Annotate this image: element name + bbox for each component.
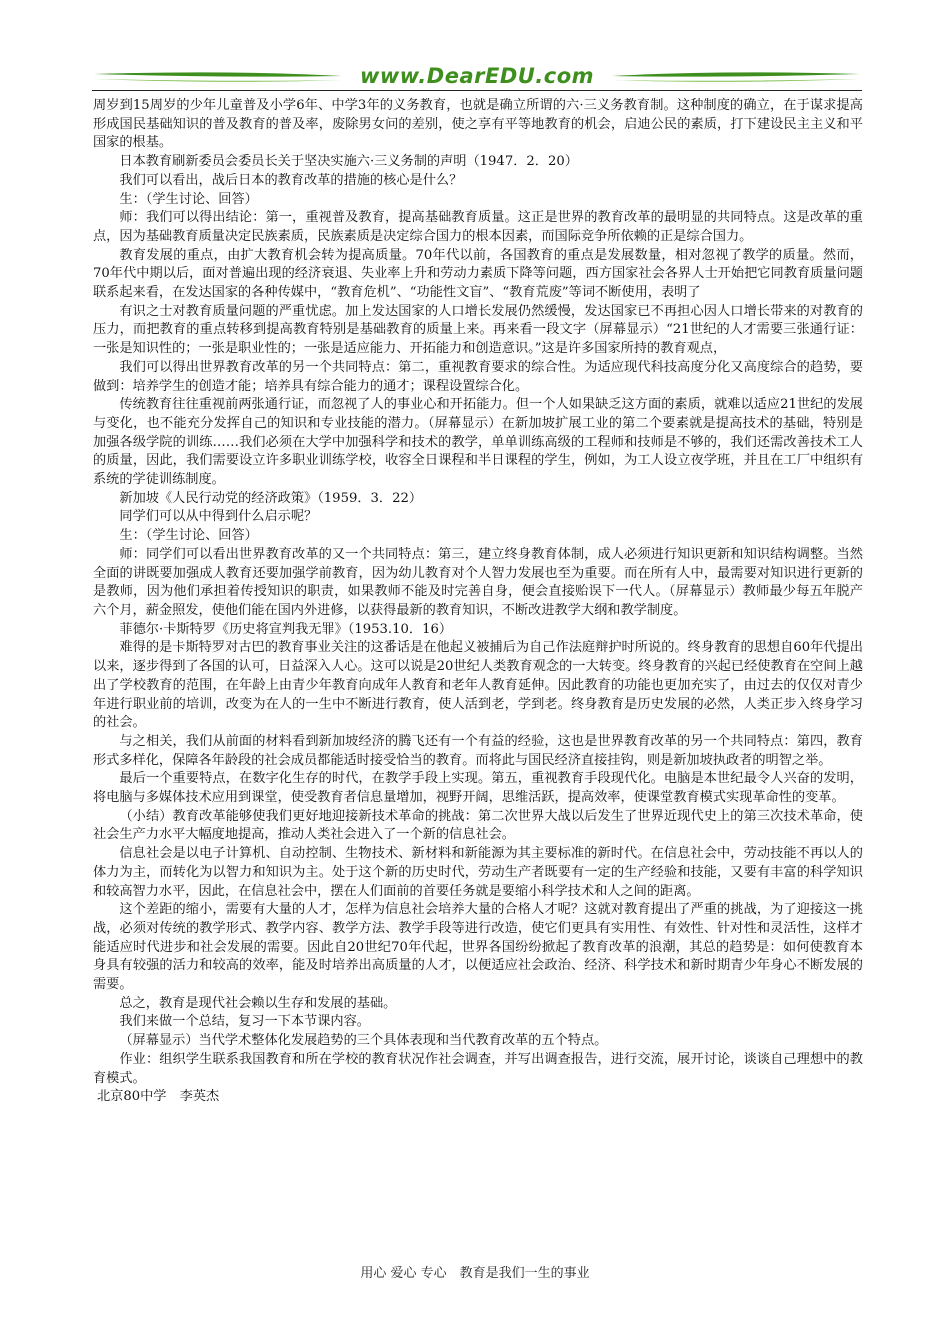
- paragraph: 我们来做一个总结，复习一下本节课内容。: [119, 1014, 370, 1030]
- paragraph: （小结）教育改革能够使我们更好地迎接新技术革命的挑战：第二次世界大战以后发生了世界近现代史上的第三次技术革命，使社会生产力水平大幅度地提高，推动人类社会进入了一个新的信息社会。: [93, 808, 863, 843]
- paragraph: 难得的是卡斯特罗对古巴的教育事业关注的这番话是在他起义被捕后为自己作法庭辩护时所说的。终身教育的思想自60年代提出以来，逐步得到了各国的认可，日益深入人心。这可以说是20世纪人类教育观念的一大转变。终身教育的兴起已经使教育在空间上越出了学校教育的范围，在年龄上由青少年教育向成年人教育和老年人教育延伸。因此教育的功能也更加充实了，由过去的仅仅对青少年进行职业前的培训，改变为在人的一生中不断进行教育，使人活到老，学到老。终身教育是历史发展的必然，人类正步入终身学习的社会。: [93, 640, 863, 731]
- paragraph: 我们可以看出，战后日本的教育改革的措施的核心是什么？: [119, 172, 463, 188]
- paragraph: 总之，教育是现代社会赖以生存和发展的基础。: [119, 995, 397, 1011]
- paragraph: 师：同学们可以看出世界教育改革的又一个共同特点：第三，建立终身教育体制，成人必须进行知识更新和知识结构调整。当然全面的讲既要加强成人教育还要加强学前教育，因为幼儿教育对个人智力发展也至为重要。而在所有人中，最需要对知识进行更新的是教师，因为他们承担着传授知识的职责，如果教师不能及时完善自身，便会直接贻误下一代人。（屏幕显示）教师最少每五年脱产六个月，薪金照发，使他们能在国内外进修，以获得最新的教育知识，不断改进教学大纲和教学制度。: [93, 546, 863, 618]
- paragraph: 传统教育往往重视前两张通行证，而忽视了人的事业心和开拓能力。但一个人如果缺乏这方面的素质，就难以适应21世纪的发展与变化，也不能充分发挥自己的知识和专业技能的潜力。（屏幕显示）在新加坡扩展工业的第二个要素就是提高技术的基础，特别是加强各级学院的训练……我们必须在大学中加强科学和技术的教学，单单训练高级的工程师和技师是不够的，我们还需改善技术工人的质量，因此，我们需要设立许多职业训练学校，收容全日课程和半日课程的学生，例如，为工人设立夜学班，并且在工厂中组织有系统的学徒训练制度。: [93, 397, 863, 488]
- site-logo[interactable]: www.DearEDU.com: [359, 64, 595, 88]
- paragraph: 有识之士对教育质量问题的严重忧虑。加上发达国家的人口增长发展仍然缓慢，发达国家已不再担心因人口增长带来的对教育的压力，而把教育的重点转移到提高教育特别是基础教育的质量上来。再来看一段文字（屏幕显示）“21世纪的人才需要三张通行证：一张是知识性的；一张是职业性的；一张是适应能力、开拓能力和创造意识。”这是许多国家所持的教育观点，: [93, 303, 863, 357]
- paragraph: 最后一个重要特点，在数字化生存的时代，在教学手段上实现。第五，重视教育手段现代化。电脑是本世纪最令人兴奋的发明，将电脑与多媒体技术应用到课堂，使受教育者信息量增加，视野开阔，思维活跃，提高效率，使课堂教育模式实现革命性的变革。: [93, 771, 863, 806]
- page-footer: 用心 爱心 专心 教育是我们一生的事业: [360, 1266, 590, 1281]
- paragraph: 作业：组织学生联系我国教育和所在学校的教育状况作社会调查，并写出调查报告，进行交流，展开讨论，谈谈自己理想中的教育模式。: [93, 1051, 863, 1086]
- paragraph: 新加坡《人民行动党的经济政策》（1959．3．22）: [119, 490, 423, 506]
- paragraph: 日本教育刷新委员会委员长关于坚决实施六·三义务制的声明（1947．2．20）: [119, 154, 578, 170]
- paragraph: 这个差距的缩小，需要有大量的人才，怎样为信息社会培养大量的合格人才呢？这就对教育提出了严重的挑战，为了迎接这一挑战，必须对传统的教学形式、教学内容、教学方法、教学手段等进行改造，使它们更具有实用性、有效性、针对性和灵活性，这样才能适应时代进步和社会发展的需要。因此自20世纪70年代起，世界各国纷纷掀起了教育改革的浪潮，其总的趋势是：如何使教育本身具有较强的活力和较高的效率，能及时培养出高质量的人才，以便适应社会政治、经济、科学技术和新时期青少年身心不断发展的需要。: [93, 902, 863, 993]
- paragraph: 信息社会是以电子计算机、自动控制、生物技术、新材料和新能源为其主要标准的新时代。在信息社会中，劳动技能不再以人的体力为主，而转化为以智力和知识为主。处于这个新的历史时代，劳动生产者既要有一定的生产经验和技能，又要有丰富的科学知识和较高智力水平，因此，在信息社会中，摆在人们面前的首要任务就是要缩小科学技术和人之间的距离。: [93, 846, 863, 899]
- paragraph: 同学们可以从中得到什么启示呢？: [119, 509, 318, 525]
- paragraph: 菲德尔·卡斯特罗《历史将宣判我无罪》（1953.10．16）: [119, 621, 453, 637]
- document-body: [93, 97, 863, 1107]
- paragraph: 生：（学生讨论、回答）: [119, 528, 258, 544]
- paragraph: 与之相关，我们从前面的材料看到新加坡经济的腾飞还有一个有益的经验，这也是世界教育改革的另一个共同特点：第四，教育形式多样化，保障各年龄段的社会成员都能适时接受恰当的教育。而将此与国民经济直接挂钩，则是新加坡执政者的明智之举。: [93, 733, 863, 768]
- paragraph: 生：（学生讨论、回答）: [119, 191, 258, 207]
- paragraph: 周岁到15周岁的少年儿童普及小学6年、中学3年的义务教育，也就是确立所谓的六·三义务教育制。这种制度的确立，在于谋求提高形成国民基础知识的普及教育的普及率，废除男女问的差别，使之享有平等地教育的机会，启迪公民的素质，打下建设民主主义和平国家的根基。: [93, 98, 863, 151]
- paragraph: 师：我们可以得出结论：第一，重视普及教育，提高基础教育质量。这正是世界的教育改革的最明显的共同特点。这是改革的重点，因为基础教育质量决定民族素质，民族素质是决定综合国力的根本因素，而国际竞争所依赖的正是综合国力。: [93, 210, 863, 244]
- paragraph: 我们可以得出世界教育改革的另一个共同特点：第二，重视教育要求的综合性。为适应现代科技高度分化又高度综合的趋势，要做到：培养学生的创造才能；培养具有综合能力的通才；课程设置综合化。: [93, 359, 863, 394]
- header-divider: [92, 90, 862, 91]
- author-signature: 北京80中学 李英杰: [96, 1089, 220, 1105]
- paragraph: （屏幕显示）当代学术整体化发展趋势的三个具体表现和当代教育改革的五个特点。: [119, 1033, 608, 1049]
- paragraph: 教育发展的重点，由扩大教育机会转为提高质量。70年代以前，各国教育的重点是发展数量，相对忽视了教学的质量。然而，70年代中期以后，面对普遍出现的经济衰退、失业率上升和劳动力素质下降等问题，西方国家社会各界人士开始把它同教育质量问题联系起来看，在发达国家的各种传媒中，“教育危机”、“功能性文盲”、“教育荒废”等词不断使用，表明了: [93, 247, 863, 301]
